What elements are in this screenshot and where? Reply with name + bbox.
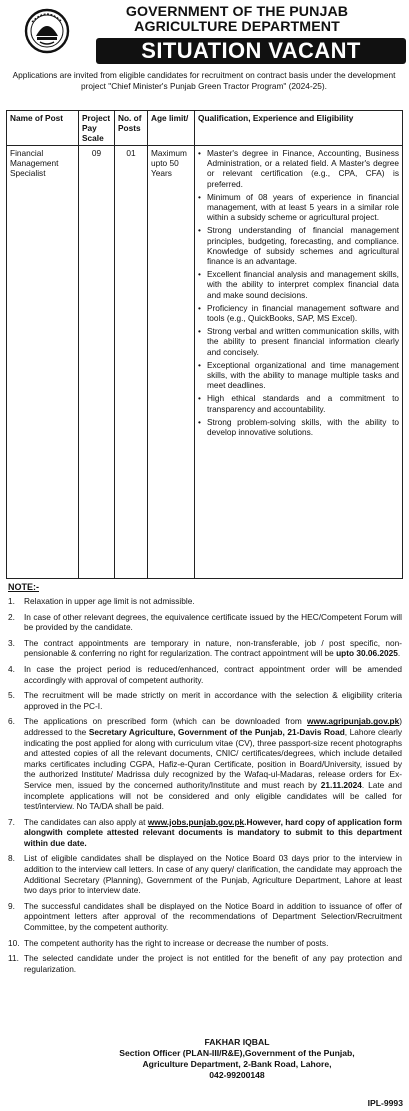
list-item: • Excellent financial analysis and management skills, with the ability to interpret complex financial data and make sound decisions. <box>198 269 399 300</box>
note-number: 1. <box>8 596 15 606</box>
note-number: 3. <box>8 637 15 648</box>
signatory-designation: Section Officer (PLAN-III/R&E),Government of the Punjab, <box>119 1048 355 1058</box>
note-item <box>8 953 402 974</box>
cell-post-name: Financial Management Specialist <box>7 146 79 579</box>
col-header-pay-scale: Project Pay Scale <box>79 111 115 146</box>
situation-vacant-banner: SITUATION VACANT <box>96 38 406 64</box>
note-item <box>8 901 402 933</box>
note-number: 2. <box>8 611 15 622</box>
contract-end-date: upto 30.06.2025 <box>336 648 398 659</box>
note-item <box>8 664 402 685</box>
note-text: List of eligible candidates shall be displayed on the Notice Board 03 days prior to the interview in addition to the interview call letters. In case of any query/ clarification, the candidate may approach the Additional Secretary (Planning), Government of the Punjab, Agriculture Department, Lahore at least two days prior to interview date. <box>24 853 402 896</box>
secretary-address: Secretary Agriculture, Government of the Punjab, 21-Davis Road <box>88 726 345 737</box>
note-number: 10. <box>8 937 20 948</box>
deadline-date: 21.11.2024 <box>320 779 362 790</box>
note-text: , Lahore clearly indicating the post applied for along with curriculum vitae (CV), three passport-size recent photographs and attested copies of all the relevant documents, CNIC/ certificates/degrees, which include detailed marks certificates including CGPA, Hafiz-e-Quran Certificate, position in Board/University, issued by the authorized Institute/ Madrissa duly recognized by the Wafaq-ul-Madaras, release orders for Ex-Service men, issued by the concerned authority/Institute and must reach by <box>24 726 402 790</box>
hard-copy-requirement: .However, hard copy of application form alongwith complete attested relevant documents is mandatory to submit to this department within due date. <box>24 816 402 848</box>
vacancy-table <box>6 110 403 579</box>
intro-paragraph: Applications are invited from eligible candidates for recruitment on contract basis under the development project "Chief Minister's Punjab Green Tractor Program" (2024-25). <box>12 70 396 91</box>
note-text: The contract appointments are temporary in nature, non-transferable, job / post specific, non-pensionable & conferring no right for regularization. The contract appointment will be <box>24 637 402 659</box>
signatory-name: FAKHAR IQBAL <box>204 1037 270 1047</box>
note-item <box>8 612 402 633</box>
header-government: GOVERNMENT OF THE PUNJAB <box>125 4 349 20</box>
note-text: In case the project period is reduced/enhanced, contract appointment order will be amended accordingly with approval of competent authority. <box>24 663 402 685</box>
ipl-reference: IPL-9993 <box>367 1098 403 1108</box>
cell-posts: 01 <box>115 146 148 579</box>
note-number: 8. <box>8 853 15 864</box>
col-header-age: Age limit/ <box>148 111 195 146</box>
jobs-portal-link[interactable]: www.jobs.punjab.gov.pk <box>147 816 245 827</box>
note-text: The selected candidate under the project is not entitled for the benefit of any pay protection and regularization. <box>24 953 402 974</box>
note-item <box>8 690 402 711</box>
list-item: • Proficiency in financial management software and tools (e.g., QuickBooks, SAP, MS Excel). <box>198 303 399 323</box>
table-row <box>7 146 403 579</box>
list-item: • High ethical standards and a commitment to transparency and accountability. <box>198 393 399 413</box>
list-item: • Strong verbal and written communication skills, with the ability to present financial information clearly and concisely. <box>198 326 399 357</box>
list-item: • Exceptional organizational and time management skills, with the ability to manage multiple tasks and meet deadlines. <box>198 360 399 391</box>
note-number: 5. <box>8 690 15 701</box>
signature-block <box>92 1037 382 1081</box>
signatory-phone: 042-99200148 <box>209 1070 265 1080</box>
list-item: • Minimum of 08 years of experience in financial management, with at least 5 years in a similar role within a subsidy scheme or agricultural project. <box>198 192 399 223</box>
note-text: . <box>397 648 401 659</box>
list-item: • Strong problem-solving skills, with the ability to develop innovative solutions. <box>198 417 399 437</box>
note-item <box>8 638 402 659</box>
note-text: The applications on prescribed form (which can be downloaded from <box>24 716 308 727</box>
note-number: 7. <box>8 816 15 827</box>
col-header-qualification: Qualification, Experience and Eligibility <box>195 111 403 146</box>
advertisement <box>2 2 407 1109</box>
cell-age-limit: Maximum upto 50 Years <box>148 146 195 579</box>
list-item: • Strong understanding of financial management principles, budgeting, forecasting, and compliance. Knowledge of subsidy schemes and agricultural finance is an advantage. <box>198 225 399 266</box>
note-item <box>8 716 402 811</box>
note-text: The candidates can also apply at <box>24 816 148 827</box>
qualification-list <box>198 148 399 437</box>
note-number: 4. <box>8 663 15 674</box>
signatory-address: Agriculture Department, 2-Bank Road, Lahore, <box>142 1059 332 1069</box>
note-text: The recruitment will be made strictly on merit in accordance with the selection & eligibility criteria approved in the PC-I. <box>24 690 402 711</box>
note-item <box>8 938 402 949</box>
note-number: 9. <box>8 900 15 911</box>
note-text: ) addressed to the <box>24 716 402 737</box>
note-number: 11. <box>8 953 19 964</box>
list-item: • Master's degree in Finance, Accounting, Business Administration, or a related field. A Master's degree or relevant certification (e.g., CPA, CFA) is preferred. <box>198 148 399 189</box>
notes-list <box>8 596 402 979</box>
col-header-post: Name of Post <box>7 111 79 146</box>
note-item <box>8 596 402 607</box>
note-text: Relaxation in upper age limit is not admissible. <box>24 596 195 606</box>
col-header-posts: No. of Posts <box>115 111 148 146</box>
note-text: The successful candidates shall be displayed on the Notice Board in addition to issuance of offer of appointment letters after approval of the recommendations of Department Selection/Recruitment Committee, by the competent authority. <box>24 900 402 933</box>
cell-qualifications <box>195 146 403 579</box>
note-text: The competent authority has the right to increase or decrease the number of posts. <box>24 937 329 948</box>
note-item <box>8 817 402 849</box>
note-number: 6. <box>8 716 15 727</box>
note-heading: NOTE:- <box>8 582 39 592</box>
punjab-government-emblem <box>24 8 70 54</box>
header-department: AGRICULTURE DEPARTMENT <box>134 19 340 35</box>
table-header-row <box>7 111 403 146</box>
cell-pay-scale: 09 <box>79 146 115 579</box>
agripunjab-link[interactable]: www.agripunjab.gov.pk <box>307 716 400 727</box>
note-text: . Late and incomplete applications will not be considered and only eligible candidates will be called for test/interview. No TA/DA shall be paid. <box>24 779 402 812</box>
note-text: In case of other relevant degrees, the equivalence certificate issued by the HEC/Competent Forum will be provided by the candidate. <box>24 611 402 633</box>
note-item <box>8 853 402 895</box>
